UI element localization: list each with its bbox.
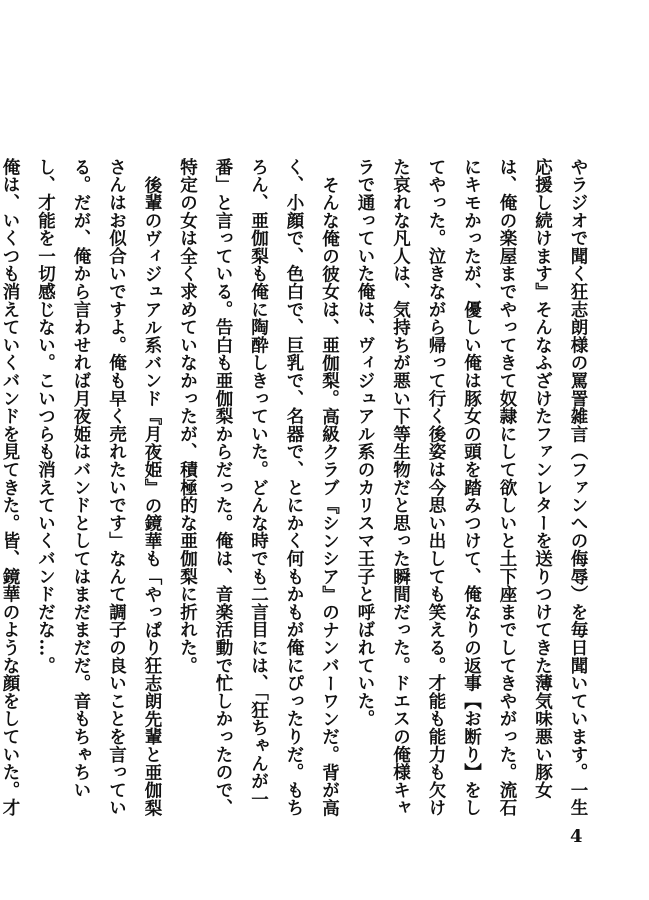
- page-number: 4: [570, 826, 583, 847]
- paragraph-3: 後輩のヴィジュアル系バンド『月夜姫』の鏡華も「やっぱり狂志朗先輩と亜伽梨さんはお似合いですよ。俺も早く売れたいです」なんて調子の良いことを言っている。だが、俺から言わせれば月夜姫はバンドとしてはまだまだだ。音もちゃちいし、才能を一切感じない。こいつらも消えていくバンドだな…。: [35, 158, 162, 817]
- paragraph-2: そんな俺の彼女は、亜伽梨。高級クラブ『シンシア』のナンバーワンだ。背が高く、小顔で、色白で、巨乳で、名器で、とにかく何もかもが俺にぴったりだ。もちろん、亜伽梨も俺に陶酔しきっていた。どんな時でも二言目には、「狂ちゃんが一番」と言っている。告白も亜伽梨からだった。俺は、音楽活動で忙しかったので、特定の女は全く求めていなかったが、積極的な亜伽梨に折れた。: [177, 158, 340, 817]
- paragraph-1: やラジオで聞く狂志朗様の罵詈雑言（ファンへの侮辱）を毎日聞いています。一生応援し続けます』そんなふざけたファンレターを送りつけてきた薄気味悪い豚女は、俺の楽屋までやってきて奴隷にして欲しいと土下座までしてきやがった。流石にキモかったが、優しい俺は豚女の頭を踏みつけて、俺なりの返事【お断り】をしてやった。泣きながら帰って行く後姿は今思い出しても笑える。才能も能力も欠けた哀れな凡人は、気持ちが悪い下等生物だと思った瞬間だった。ドエスの俺様キャラで通っていた俺は、ヴィジュアル系のカリスマ王子と呼ばれていた。: [355, 158, 588, 817]
- paragraph-4: 俺は、いくつも消えていくバンドを見てきた。皆、鏡華のような顔をしていた。才: [0, 158, 20, 817]
- vertical-text-body: [0, 158, 595, 823]
